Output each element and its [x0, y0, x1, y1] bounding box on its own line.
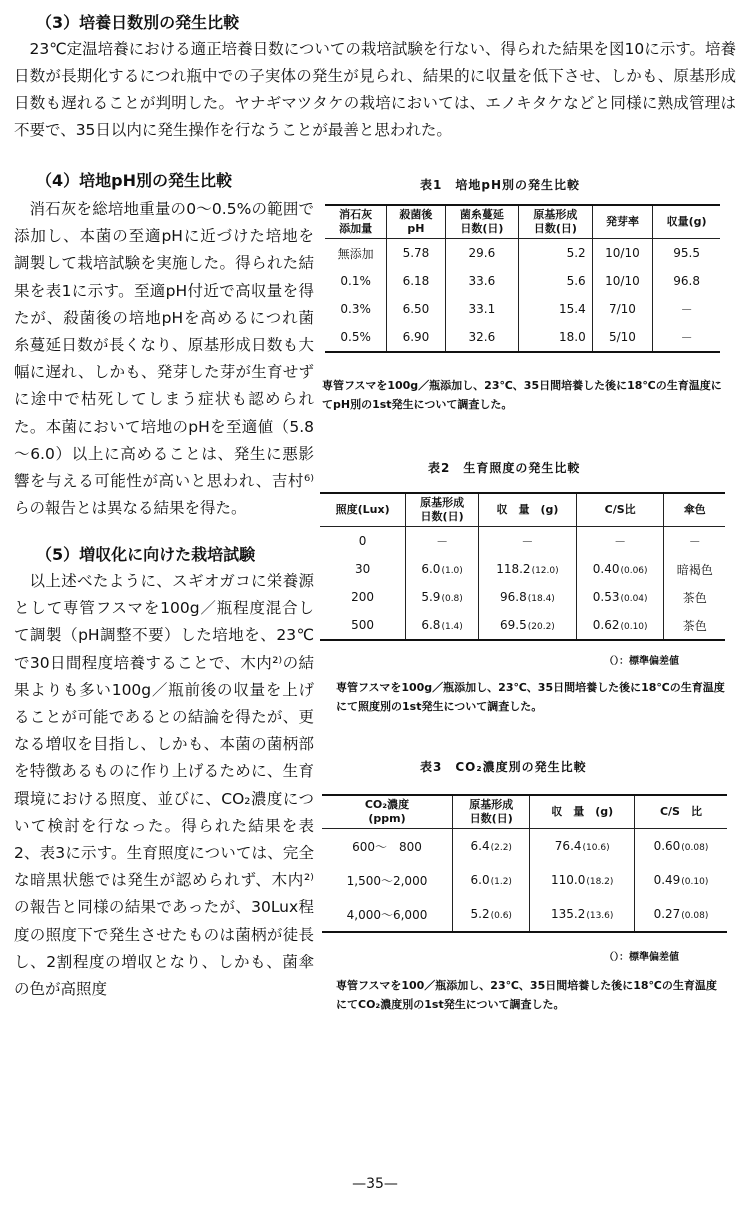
cell-value: 96.8 [500, 590, 527, 604]
cell: 18.0 [519, 323, 593, 352]
cell: 15.4 [519, 295, 593, 323]
cell-value: 0.62 [592, 618, 620, 632]
cell: － [478, 527, 576, 556]
cell-value: 0.53 [592, 590, 620, 604]
cell: 33.6 [445, 267, 519, 295]
cell-value: 6.0 [421, 562, 441, 576]
cell: 0 [358, 534, 367, 548]
cell-value: 76.4 [554, 839, 582, 853]
std-dev: (2.2) [490, 843, 512, 853]
cell: 10/10 [592, 239, 653, 268]
table-2-header: 照度(Lux) [320, 493, 406, 527]
table-row [320, 611, 725, 640]
std-dev: (12.0) [531, 566, 559, 576]
cell [664, 611, 725, 640]
table-row [320, 527, 725, 556]
cell [322, 829, 452, 864]
table-2-note: 専管フスマを100g／瓶添加し、23℃、35日間培養した後に18℃の生育温度にて照度別の1st発生について調査した。 [336, 681, 725, 713]
table-2-header: 収 量 (g) [478, 493, 576, 527]
cell-value: 0.40 [592, 562, 620, 576]
table-1-caption: 表1 培地pH別の発生比較 [420, 178, 580, 192]
table-1-header: 発芽率 [592, 205, 653, 239]
cell [406, 555, 479, 583]
table-row [325, 295, 720, 323]
section-5-body: 以上述べたように、スギオガコに栄養源として専管フスマを100g／瓶程度混合して調製（pH調整不要）した培地を、23℃で30日間程度培養することで、木内²⁾の結果よりも多い100g／瓶前後の収量を上げることが可能であるとの結論を得たが、更なる増収を目指し、しかも、本菌の菌柄部を特徴あるものに作り上げるために、生育環境における照度、並びに、CO₂濃度について検討を行なった。得られた結果を表2、表3に示す。生育照度については、完全な暗黒状態では発生が認められず、木内²⁾の報告と同様の結果であったが、30Lux程度の照度下で発生させたものは菌柄が徒長し、2割程度の増収となり、しかも、菌傘の色が高照度 [14, 572, 314, 999]
table-1-header: 殺菌後 pH [387, 205, 445, 239]
cell-value: 0.60 [653, 839, 681, 853]
cell: － [653, 295, 720, 323]
cell [530, 897, 634, 932]
cell-value: 6.4 [470, 839, 490, 853]
cell-value: 6.8 [421, 618, 441, 632]
cell-value: 110.0 [550, 873, 586, 887]
table-3-caption: 表3 CO₂濃度別の発生比較 [420, 760, 587, 774]
section-5-heading: （5）増収化に向けた栽培試験 [36, 545, 256, 564]
cell: － [576, 527, 663, 556]
cell [530, 829, 634, 864]
cell-value: 0.49 [653, 873, 681, 887]
table-1-header: 収量(g) [653, 205, 720, 239]
table-3-header: 原基形成 日数(日) [452, 795, 530, 829]
std-dev: (1.2) [490, 877, 512, 887]
cell: 32.6 [445, 323, 519, 352]
table-row [325, 267, 720, 295]
std-dev: (0.10) [620, 622, 648, 632]
std-dev: (18.2) [586, 877, 614, 887]
table-3 [322, 794, 727, 933]
table-3-header: CO₂濃度 (ppm) [322, 795, 452, 829]
cell [452, 897, 530, 932]
page-number: —35— [352, 1176, 398, 1192]
std-dev: (0.10) [681, 877, 709, 887]
section-3-body: 23℃定温培養における適正培養日数についての栽培試験を行ない、得られた結果を図10に示す。培養日数が長期化するにつれ瓶中での子実体の発生が見られ、結果的に収量を低下させ、しかも、原基形成日数も遅れることが判明した。ヤナギマツタケの栽培においては、エノキタケなどと同様に熟成管理は不要で、35日以内に発生操作を行なうことが最善と思われた。 [14, 40, 736, 139]
cell: － [653, 323, 720, 352]
std-dev: (0.06) [620, 566, 648, 576]
cell [530, 863, 634, 897]
section-3-heading: （3）培養日数別の発生比較 [36, 13, 240, 32]
cell: 6.18 [387, 267, 445, 295]
table-row [325, 239, 720, 268]
cell [634, 897, 727, 932]
cell-value: 30 [354, 562, 371, 576]
table-1 [325, 204, 720, 353]
cell: 6.90 [387, 323, 445, 352]
cell: 0.1% [340, 274, 371, 288]
cell [320, 611, 406, 640]
cell [576, 583, 663, 611]
cell [664, 583, 725, 611]
cell: 無添加 [337, 246, 374, 261]
cell: 10/10 [592, 267, 653, 295]
cell: 0.5% [325, 323, 387, 352]
cell-value: 1,500～2,000 [346, 873, 428, 888]
table-row [320, 583, 725, 611]
cell-value: 5.9 [421, 590, 441, 604]
table-row [322, 829, 727, 864]
cell: － [664, 527, 725, 556]
table-1-header: 消石灰 添加量 [325, 205, 387, 239]
cell [576, 555, 663, 583]
cell [664, 555, 725, 583]
cell-value: 600～ 800 [352, 839, 422, 854]
table-2-legend: （）：標準偏差値 [604, 656, 679, 667]
cell [322, 863, 452, 897]
cell-value: 200 [351, 590, 375, 604]
cell: 0.3% [340, 302, 371, 316]
cell-value: 69.5 [500, 618, 527, 632]
std-dev: (20.2) [527, 622, 555, 632]
table-2-header: C/S比 [576, 493, 663, 527]
cell-value: 5.2 [470, 907, 490, 921]
cell: － [406, 527, 479, 556]
cell: 7/10 [592, 295, 653, 323]
cell-value: 500 [351, 618, 375, 632]
cell [452, 863, 530, 897]
cell [478, 611, 576, 640]
cell: 33.1 [445, 295, 519, 323]
cell-value: 135.2 [550, 907, 586, 921]
std-dev: (0.08) [681, 843, 709, 853]
cell [406, 611, 479, 640]
cell [478, 583, 576, 611]
table-3-header: 収 量 (g) [530, 795, 634, 829]
cell-value: 118.2 [496, 562, 531, 576]
table-2-header: 原基形成 日数(日) [406, 493, 479, 527]
std-dev: (1.4) [441, 622, 463, 632]
table-1-header: 原基形成 日数(日) [519, 205, 593, 239]
table-row [322, 897, 727, 932]
std-dev: (18.4) [527, 594, 555, 604]
table-3-legend: （）：標準偏差値 [604, 952, 679, 963]
std-dev: (13.6) [586, 911, 614, 921]
cell-value: 6.0 [470, 873, 490, 887]
cell-value: 暗褐色 [676, 562, 713, 577]
std-dev: (10.6) [582, 843, 610, 853]
cell [406, 583, 479, 611]
table-row [325, 323, 720, 352]
table-2 [320, 492, 725, 641]
std-dev: (0.08) [681, 911, 709, 921]
std-dev: (0.6) [490, 911, 512, 921]
cell: 96.8 [653, 267, 720, 295]
cell: 5.2 [519, 239, 593, 268]
cell: 6.50 [387, 295, 445, 323]
std-dev: (0.8) [441, 594, 463, 604]
cell-value: 茶色 [682, 618, 707, 633]
table-3-note: 専管フスマを100／瓶添加し、23℃、35日間培養した後に18℃の生育温度にてCO₂濃度別の1st発生について調査した。 [336, 979, 717, 1011]
cell-value: 4,000～6,000 [346, 907, 428, 922]
table-2-header: 傘色 [664, 493, 725, 527]
cell: 95.5 [653, 239, 720, 268]
table-1-header: 菌糸蔓延 日数(日) [445, 205, 519, 239]
cell-value: 茶色 [682, 590, 707, 605]
cell [322, 897, 452, 932]
cell [320, 583, 406, 611]
cell [478, 555, 576, 583]
table-1-note: 専管フスマを100g／瓶添加し、23℃、35日間培養した後に18℃の生育温度にてpH別の1st発生について調査した。 [322, 379, 722, 411]
table-3-header: C/S 比 [634, 795, 727, 829]
std-dev: (1.0) [441, 566, 463, 576]
cell: 5.78 [387, 239, 445, 268]
cell: 29.6 [445, 239, 519, 268]
cell [452, 829, 530, 864]
cell [634, 863, 727, 897]
cell [320, 555, 406, 583]
table-2-caption: 表2 生育照度の発生比較 [428, 461, 581, 475]
cell: 5/10 [592, 323, 653, 352]
cell [576, 611, 663, 640]
cell [634, 829, 727, 864]
section-4-heading: （4）培地pH別の発生比較 [36, 171, 232, 190]
cell: 5.6 [519, 267, 593, 295]
table-row [322, 863, 727, 897]
cell-value: 0.27 [653, 907, 681, 921]
section-4-body: 消石灰を総培地重量の0～0.5%の範囲で添加し、本菌の至適pHに近づけた培地を調製して栽培試験を実施した。得られた結果を表1に示す。至適pH付近で高収量を得たが、殺菌後の培地pHを高めるにつれ菌糸蔓延日数が長くなり、原基形成日数も大幅に遅れ、しかも、発芽した芽が生育せずに途中で枯死してしまう症状も認められた。本菌において培地のpHを至適値（5.8～6.0）以上に高めることは、発生に悪影響を与える可能性が高いと思われ、吉村⁶⁾らの報告とは異なる結果を得た。 [14, 200, 314, 518]
table-row [320, 555, 725, 583]
std-dev: (0.04) [620, 594, 648, 604]
